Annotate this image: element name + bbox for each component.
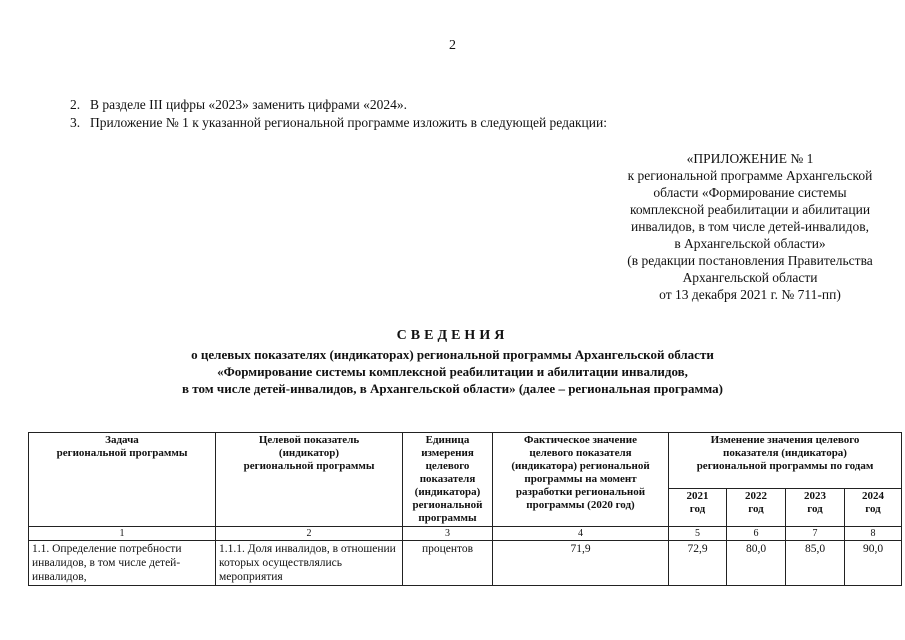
section-heading: [0, 328, 905, 397]
amendment-item: [70, 114, 607, 132]
column-number: 6: [727, 527, 786, 541]
cell-indicator: 1.1.1. Доля инвалидов, в отношении которых осуществлялись мероприятия: [216, 541, 403, 586]
column-number: 5: [669, 527, 727, 541]
page-number: 2: [449, 38, 456, 53]
cell-year-value: 85,0: [786, 541, 845, 586]
appendix-line: в Архангельской области»: [674, 236, 826, 251]
appendix-line: от 13 декабря 2021 г. № 711-пп): [659, 287, 841, 302]
item-number: 3.: [70, 115, 81, 130]
cell-actual: 71,9: [493, 541, 669, 586]
column-number: 4: [493, 527, 669, 541]
header-year: 2021 год: [669, 488, 727, 526]
header-change: Изменение значения целевого показателя (индикатора) региональной программы по годам: [669, 433, 902, 489]
header-indicator: Целевой показатель (индикатор) региональной программы: [216, 433, 403, 527]
heading-line: «Формирование системы комплексной реабилитации и абилитации инвалидов,: [217, 364, 688, 379]
column-number-row: [29, 527, 902, 541]
header-actual: Фактическое значение целевого показателя (индикатора) региональной программы на момент разработки региональной программы (2020 год): [493, 433, 669, 527]
cell-unit: процентов: [403, 541, 493, 586]
column-number: 8: [845, 527, 902, 541]
indicators-table: [28, 432, 902, 586]
cell-task: 1.1. Определение потребности инвалидов, в том числе детей-инвалидов,: [29, 541, 216, 586]
appendix-note: [600, 150, 900, 303]
heading-line: в том числе детей-инвалидов, в Архангельской области» (далее – региональная программа): [182, 381, 723, 396]
appendix-line: «ПРИЛОЖЕНИЕ № 1: [686, 151, 814, 166]
cell-year-value: 72,9: [669, 541, 727, 586]
amendment-items: [70, 96, 607, 132]
column-number: 2: [216, 527, 403, 541]
column-number: 3: [403, 527, 493, 541]
cell-year-value: 90,0: [845, 541, 902, 586]
column-number: 7: [786, 527, 845, 541]
appendix-line: к региональной программе Архангельской: [627, 168, 873, 183]
cell-year-value: 80,0: [727, 541, 786, 586]
header-task: Задача региональной программы: [29, 433, 216, 527]
appendix-line: инвалидов, в том числе детей-инвалидов,: [630, 219, 869, 234]
heading-title: СВЕДЕНИЯ: [396, 328, 509, 343]
header-year: 2022 год: [727, 488, 786, 526]
heading-line: о целевых показателях (индикаторах) региональной программы Архангельской области: [191, 347, 714, 362]
header-year: 2023 год: [786, 488, 845, 526]
amendment-item: [70, 96, 607, 114]
table-row: [29, 541, 902, 586]
item-number: 2.: [70, 97, 81, 112]
appendix-line: области «Формирование системы: [653, 185, 847, 200]
appendix-line: Архангельской области: [682, 270, 818, 285]
header-year: 2024 год: [845, 488, 902, 526]
header-unit: Единица измерения целевого показателя (индикатора) региональной программы: [403, 433, 493, 527]
column-number: 1: [29, 527, 216, 541]
item-text: В разделе III цифры «2023» заменить цифрами «2024».: [90, 97, 407, 112]
appendix-line: комплексной реабилитации и абилитации: [629, 202, 871, 217]
appendix-line: (в редакции постановления Правительства: [627, 253, 873, 268]
item-text: Приложение № 1 к указанной региональной программе изложить в следующей редакции:: [90, 115, 607, 130]
